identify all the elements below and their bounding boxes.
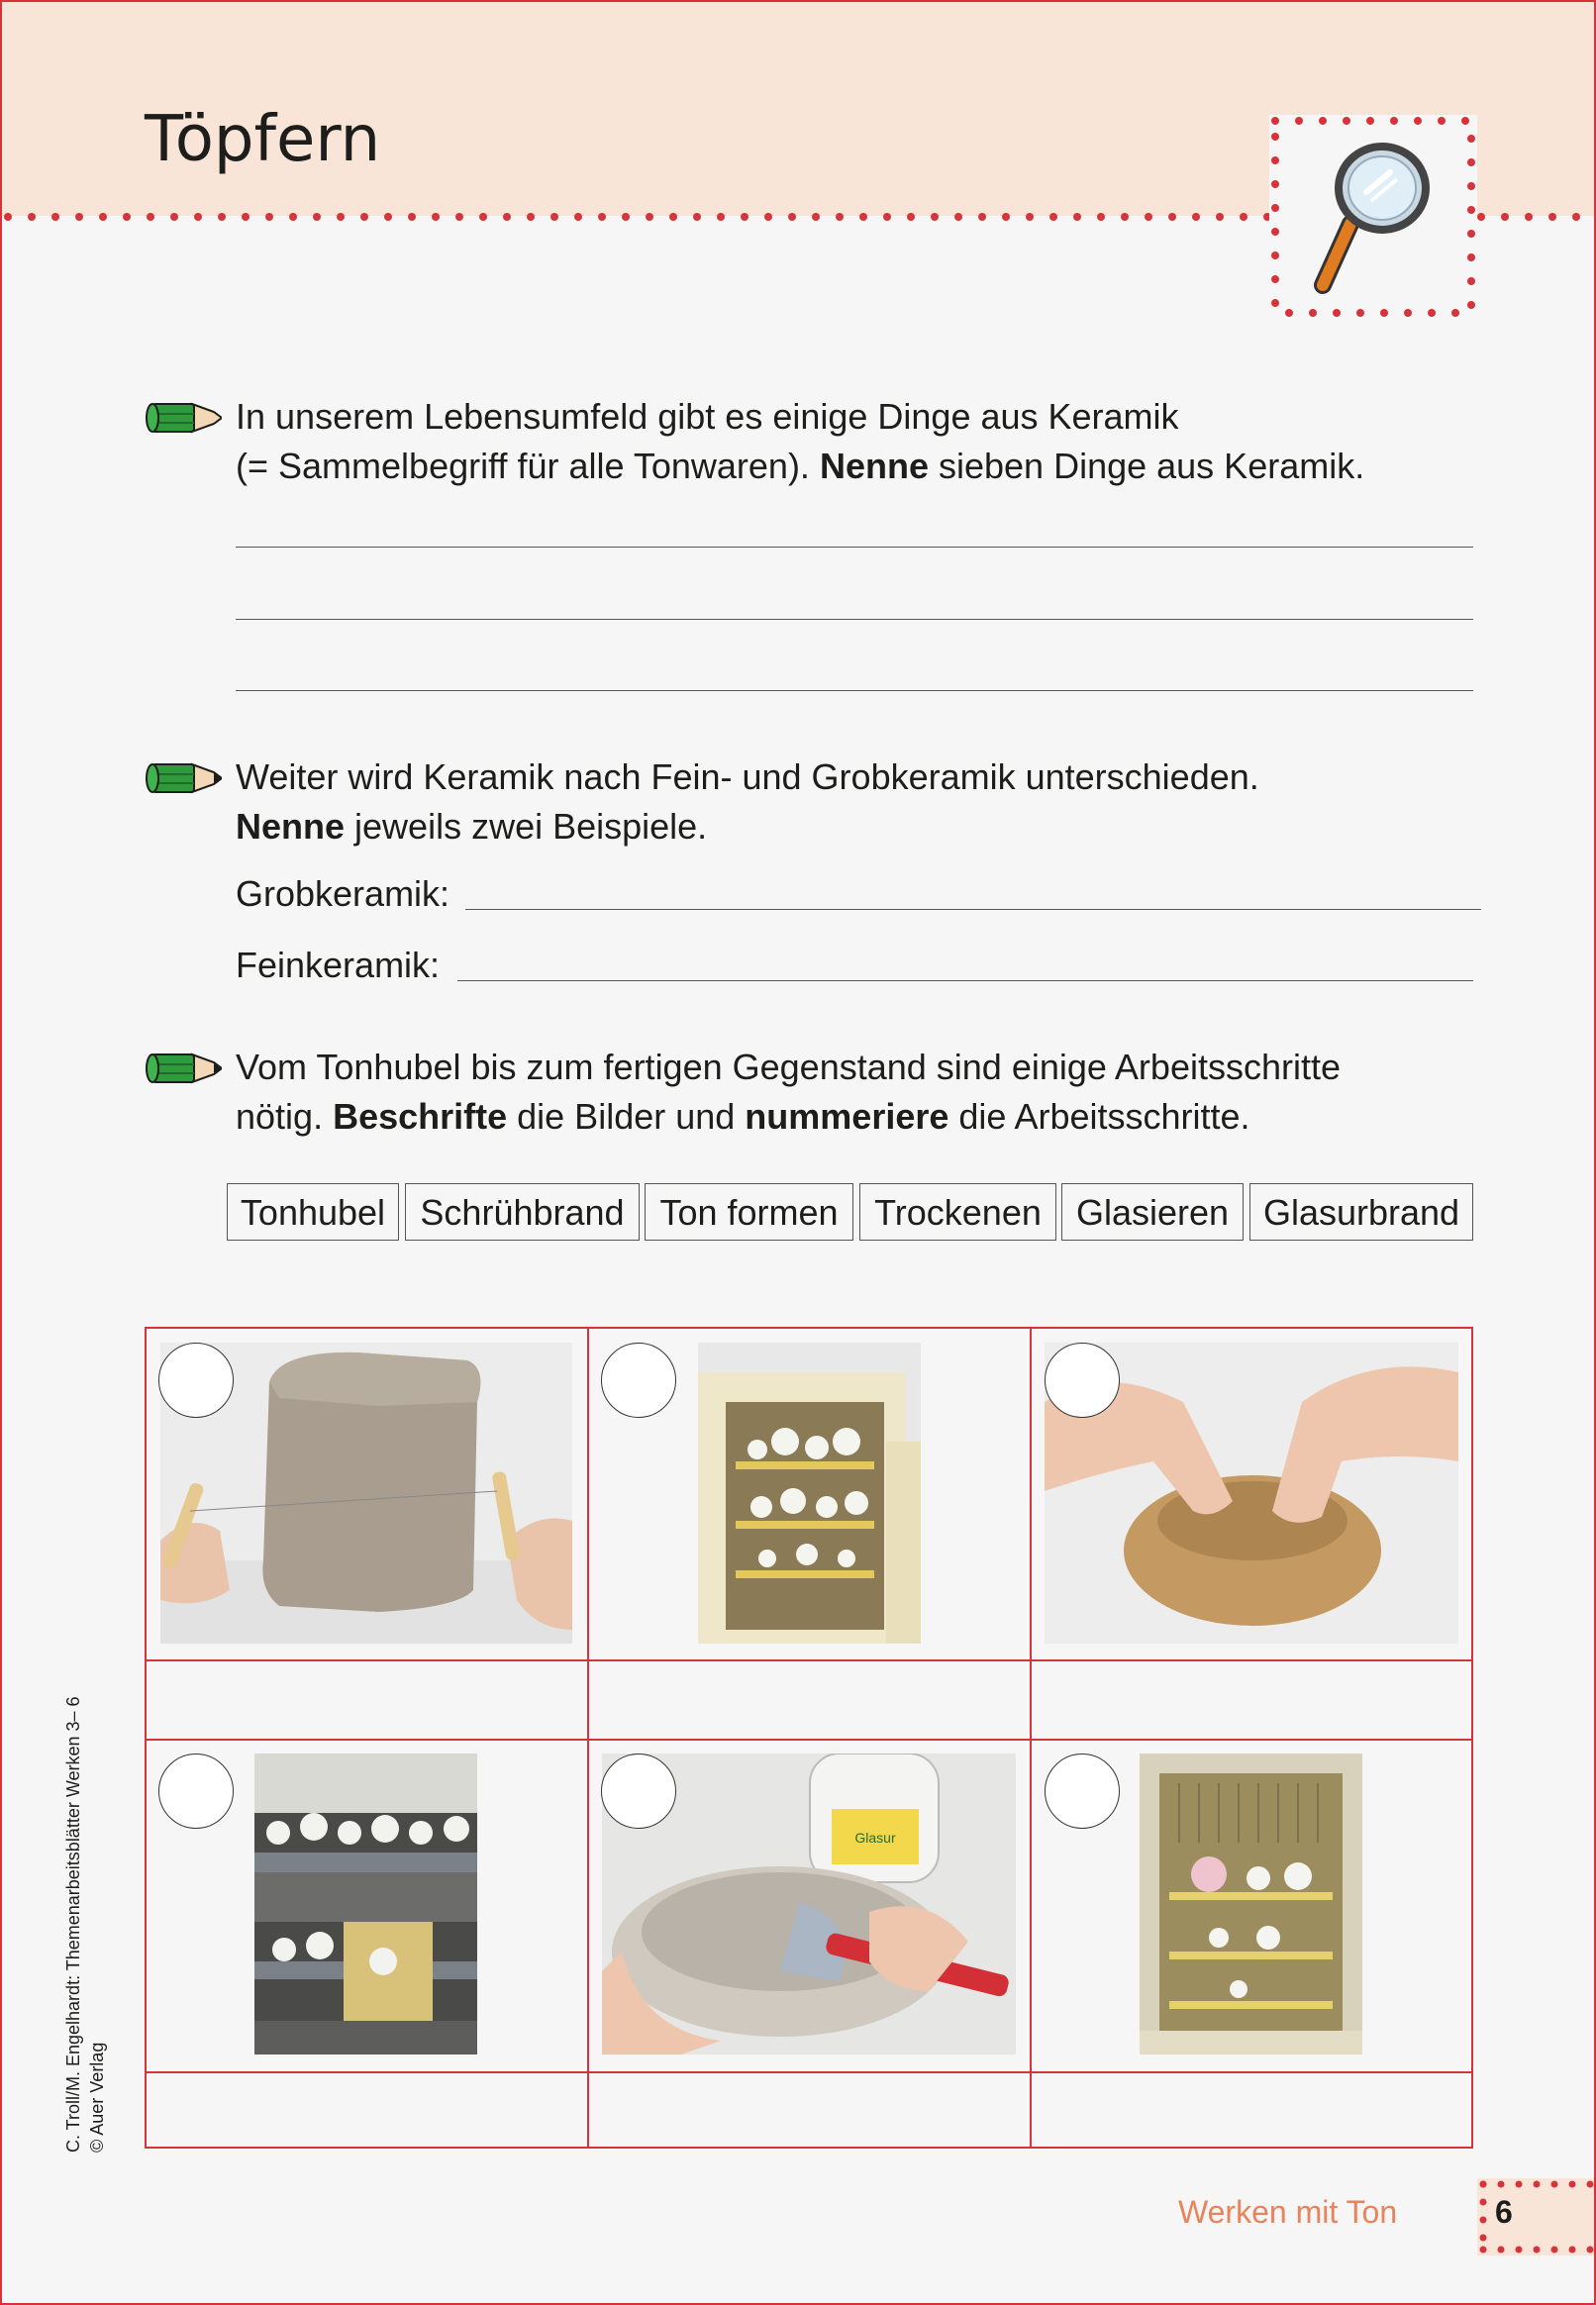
step-number-circle-5[interactable]	[601, 1754, 676, 1829]
magnifier-icon	[1323, 147, 1426, 285]
word-card-schruehbrand[interactable]: Schrühbrand	[405, 1183, 640, 1241]
footer-section-title: Werken mit Ton	[1178, 2194, 1398, 2230]
answer-line-3[interactable]	[236, 690, 1473, 691]
task-3-line2: nötig. Beschrifte die Bilder und nummeriere die Arbeitsschritte.	[236, 1096, 1250, 1137]
word-card-glasurbrand[interactable]: Glasurbrand	[1249, 1183, 1473, 1241]
label-cell-6[interactable]	[1032, 2071, 1471, 2147]
credit-line-1: C. Troll/M. Engelhardt: Themenarbeitsblätter Werken 3– 6	[63, 1696, 83, 2153]
word-card-glasieren[interactable]: Glasieren	[1061, 1183, 1244, 1241]
step-number-circle-6[interactable]	[1045, 1754, 1120, 1829]
magnifier-badge	[1269, 115, 1477, 319]
task-1-line1: In unserem Lebensumfeld gibt es einige Dinge aus Keramik	[236, 396, 1179, 437]
feinkeramik-answer-line[interactable]	[457, 980, 1473, 981]
task-1-line2: (= Sammelbegriff für alle Tonwaren). Nenne sieben Dinge aus Keramik.	[236, 446, 1365, 486]
task-2-line2: Nenne jeweils zwei Beispiele.	[236, 806, 708, 847]
copyright-credit	[61, 1696, 109, 2153]
step-number-circle-1[interactable]	[158, 1343, 234, 1418]
label-cell-2[interactable]	[589, 1659, 1028, 1737]
pencil-icon	[145, 758, 222, 798]
drying-shelves-photo	[254, 1754, 477, 2054]
pencil-icon	[145, 398, 222, 438]
label-cell-3[interactable]	[1032, 1659, 1471, 1737]
answer-line-2[interactable]	[236, 619, 1473, 620]
jar-label-text: Glasur	[854, 1830, 896, 1846]
step-number-circle-2[interactable]	[601, 1343, 676, 1418]
task-3-line1: Vom Tonhubel bis zum fertigen Gegenstand sind einige Arbeitsschritte	[236, 1047, 1341, 1087]
page-title: Töpfern	[145, 103, 381, 176]
kiln-bisque-photo	[698, 1343, 921, 1644]
word-card-ton-formen[interactable]: Ton formen	[645, 1183, 853, 1241]
label-cell-4[interactable]	[147, 2071, 585, 2147]
step-number-circle-4[interactable]	[158, 1754, 234, 1829]
grobkeramik-answer-line[interactable]	[465, 909, 1481, 910]
page-number: 6	[1495, 2194, 1513, 2230]
credit-line-2: © Auer Verlag	[87, 2042, 107, 2153]
kiln-glaze-photo	[1140, 1754, 1362, 2054]
word-card-tonhubel[interactable]: Tonhubel	[227, 1183, 399, 1241]
word-card-trockenen[interactable]: Trockenen	[859, 1183, 1056, 1241]
answer-line-1[interactable]	[236, 547, 1473, 548]
label-cell-5[interactable]	[589, 2071, 1028, 2147]
label-cell-1[interactable]	[147, 1659, 585, 1737]
step-number-circle-3[interactable]	[1045, 1343, 1120, 1418]
task-2-line1: Weiter wird Keramik nach Fein- und Grobkeramik unterschieden.	[236, 756, 1259, 797]
grobkeramik-label: Grobkeramik:	[236, 873, 450, 914]
feinkeramik-label: Feinkeramik:	[236, 945, 441, 985]
pencil-icon	[145, 1049, 222, 1088]
